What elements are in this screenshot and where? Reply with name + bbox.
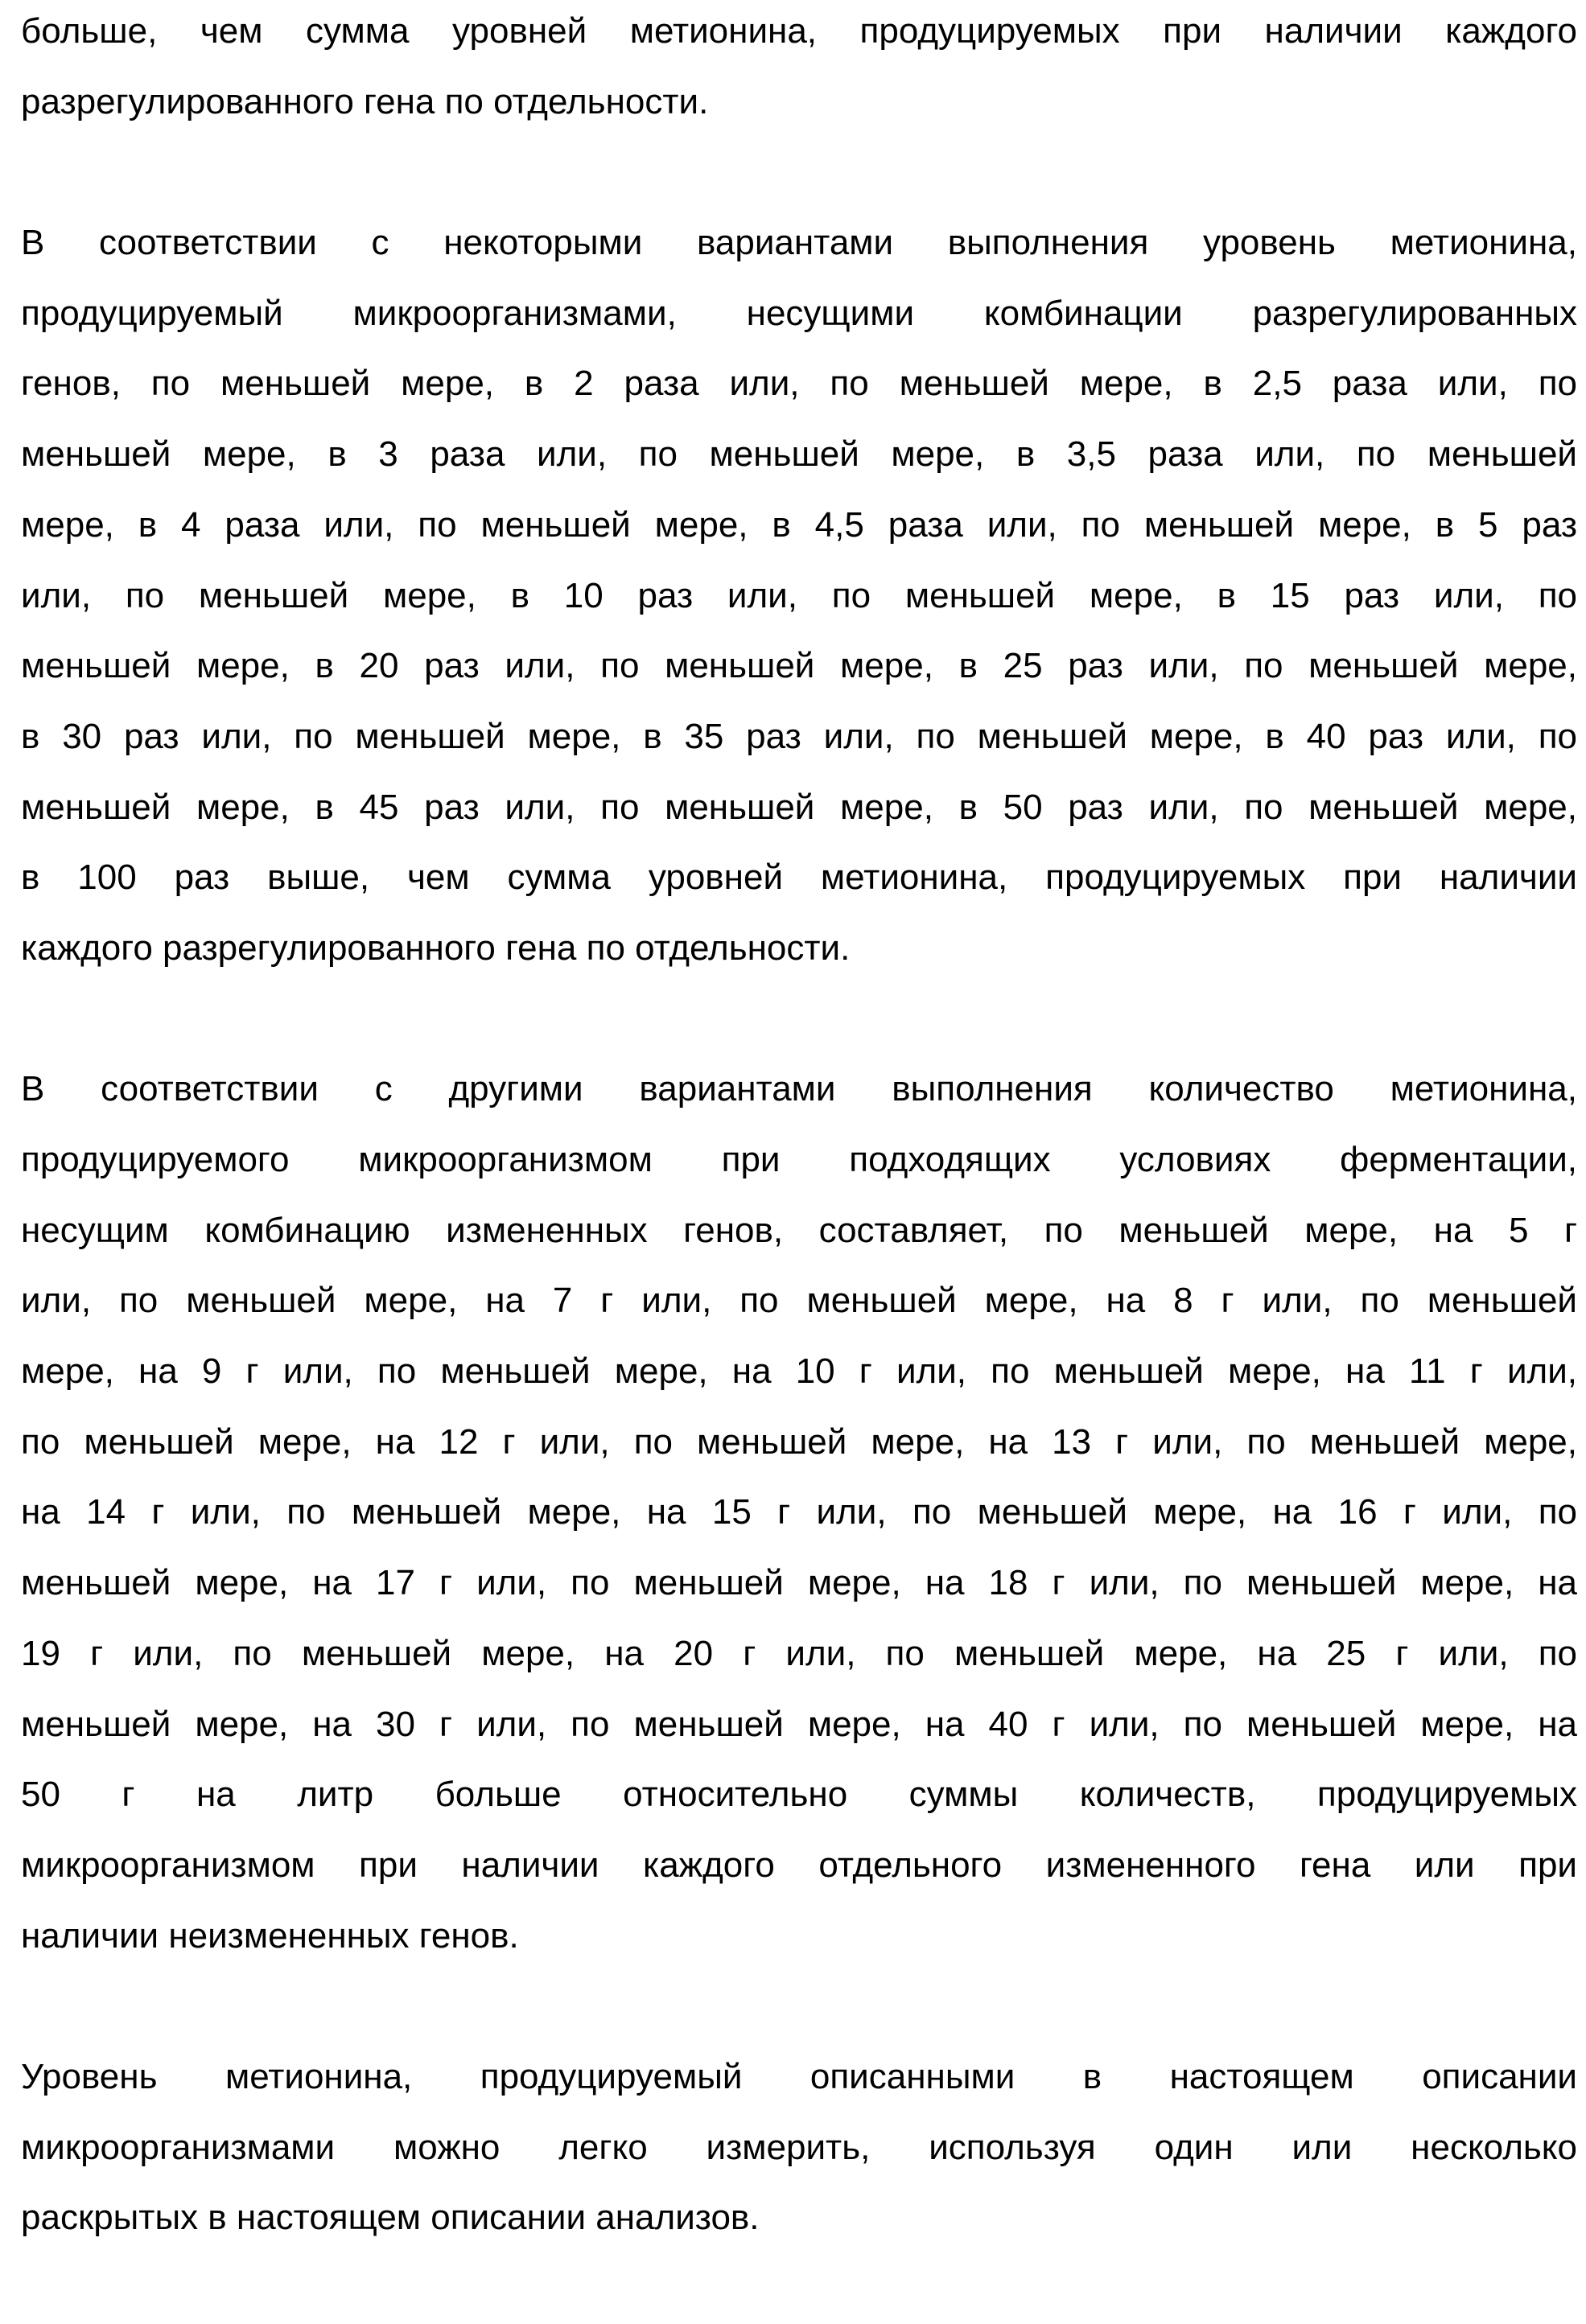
text-line: продуцируемый микроорганизмами, несущими комбинации разрегулированных (21, 278, 1577, 349)
text-line: несущим комбинацию измененных генов, составляет, по меньшей мере, на 5 г (21, 1195, 1577, 1266)
text-line: раскрытых в настоящем описании анализов. (21, 2182, 1577, 2253)
text-line: или, по меньшей мере, на 7 г или, по меньшей мере, на 8 г или, по меньшей (21, 1265, 1577, 1336)
paragraph (21, 0, 1577, 137)
text-line: продуцируемого микроорганизмом при подходящих условиях ферментации, (21, 1125, 1577, 1195)
paragraph (21, 208, 1577, 984)
text-line: Уровень метионина, продуцируемый описанными в настоящем описании (21, 2042, 1577, 2112)
text-line: В соответствии с некоторыми вариантами выполнения уровень метионина, (21, 208, 1577, 278)
text-line: 19 г или, по меньшей мере, на 20 г или, по меньшей мере, на 25 г или, по (21, 1619, 1577, 1689)
text-line: меньшей мере, в 3 раза или, по меньшей мере, в 3,5 раза или, по меньшей (21, 419, 1577, 490)
text-line: В соответствии с другими вариантами выполнения количество метионина, (21, 1054, 1577, 1125)
text-line: меньшей мере, на 30 г или, по меньшей мере, на 40 г или, по меньшей мере, на (21, 1689, 1577, 1760)
text-line: меньшей мере, в 20 раз или, по меньшей мере, в 25 раз или, по меньшей мере, (21, 631, 1577, 701)
text-line: в 30 раз или, по меньшей мере, в 35 раз или, по меньшей мере, в 40 раз или, по (21, 701, 1577, 772)
text-line: в 100 раз выше, чем сумма уровней метионина, продуцируемых при наличии (21, 842, 1577, 913)
text-line: генов, по меньшей мере, в 2 раза или, по меньшей мере, в 2,5 раза или, по (21, 348, 1577, 419)
text-line: меньшей мере, в 45 раз или, по меньшей мере, в 50 раз или, по меньшей мере, (21, 772, 1577, 843)
text-line: наличии неизмененных генов. (21, 1901, 1577, 1972)
text-line: меньшей мере, на 17 г или, по меньшей мере, на 18 г или, по меньшей мере, на (21, 1548, 1577, 1619)
text-line: каждого разрегулированного гена по отдельности. (21, 913, 1577, 984)
text-line: микроорганизмами можно легко измерить, используя один или несколько (21, 2112, 1577, 2183)
document-page (21, 0, 1577, 2324)
text-line: разрегулированного гена по отдельности. (21, 67, 1577, 138)
text-line: на 14 г или, по меньшей мере, на 15 г или, по меньшей мере, на 16 г или, по (21, 1477, 1577, 1548)
text-line: или, по меньшей мере, в 10 раз или, по меньшей мере, в 15 раз или, по (21, 561, 1577, 631)
text-line: микроорганизмом при наличии каждого отдельного измененного гена или при (21, 1830, 1577, 1901)
text-line: 50 г на литр больше относительно суммы количеств, продуцируемых (21, 1759, 1577, 1830)
text-line: по меньшей мере, на 12 г или, по меньшей мере, на 13 г или, по меньшей мере, (21, 1407, 1577, 1478)
paragraph (21, 1054, 1577, 1971)
text-line: мере, на 9 г или, по меньшей мере, на 10 г или, по меньшей мере, на 11 г или, (21, 1336, 1577, 1407)
paragraph (21, 2042, 1577, 2253)
text-line: мере, в 4 раза или, по меньшей мере, в 4,5 раза или, по меньшей мере, в 5 раз (21, 490, 1577, 561)
text-line: больше, чем сумма уровней метионина, продуцируемых при наличии каждого (21, 0, 1577, 67)
